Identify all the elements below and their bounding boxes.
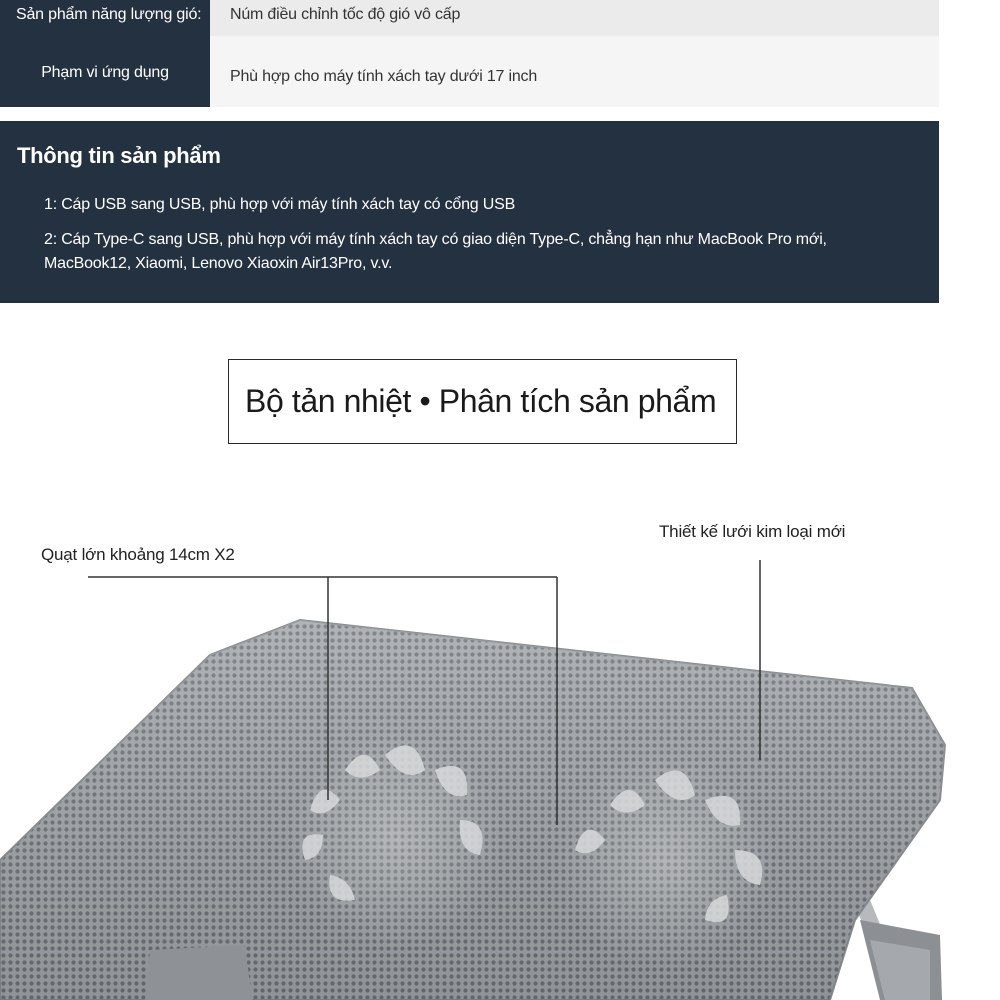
mesh-annotation: Thiết kế lưới kim loại mới bbox=[659, 522, 846, 541]
info-line-usb: 1: Cáp USB sang USB, phù hợp với máy tính xách tay có cổng USB bbox=[44, 196, 516, 213]
info-title: Thông tin sản phẩm bbox=[17, 143, 221, 168]
product-info-panel bbox=[0, 121, 939, 303]
spec-value: Phù hợp cho máy tính xách tay dưới 17 inch bbox=[210, 36, 939, 107]
spec-row-wind bbox=[0, 0, 939, 36]
section-title: Bộ tản nhiệt • Phân tích sản phẩm bbox=[245, 383, 717, 419]
cooling-pad-illustration bbox=[0, 560, 1000, 1000]
section-heading-box bbox=[228, 359, 737, 444]
spec-label: Sản phẩm năng lượng gió: bbox=[0, 0, 210, 36]
fan-right bbox=[555, 750, 775, 970]
spec-row-scope bbox=[0, 36, 939, 107]
fan-left bbox=[285, 730, 505, 950]
info-line-typec: 2: Cáp Type-C sang USB, phù hợp với máy tính xách tay có giao diện Type-C, chẳng hạn như MacBook Pro mới, MacBook12, Xiaomi, Lenovo Xiaoxin Air13Pro, v.v. bbox=[44, 231, 827, 272]
stand-leg bbox=[850, 895, 942, 1000]
spec-value: Núm điều chỉnh tốc độ gió vô cấp bbox=[210, 0, 939, 36]
fan-annotation: Quạt lớn khoảng 14cm X2 bbox=[41, 545, 235, 564]
spec-label: Phạm vi ứng dụng bbox=[0, 36, 210, 107]
bottom-stand bbox=[145, 945, 252, 1000]
spec-table bbox=[0, 0, 939, 107]
